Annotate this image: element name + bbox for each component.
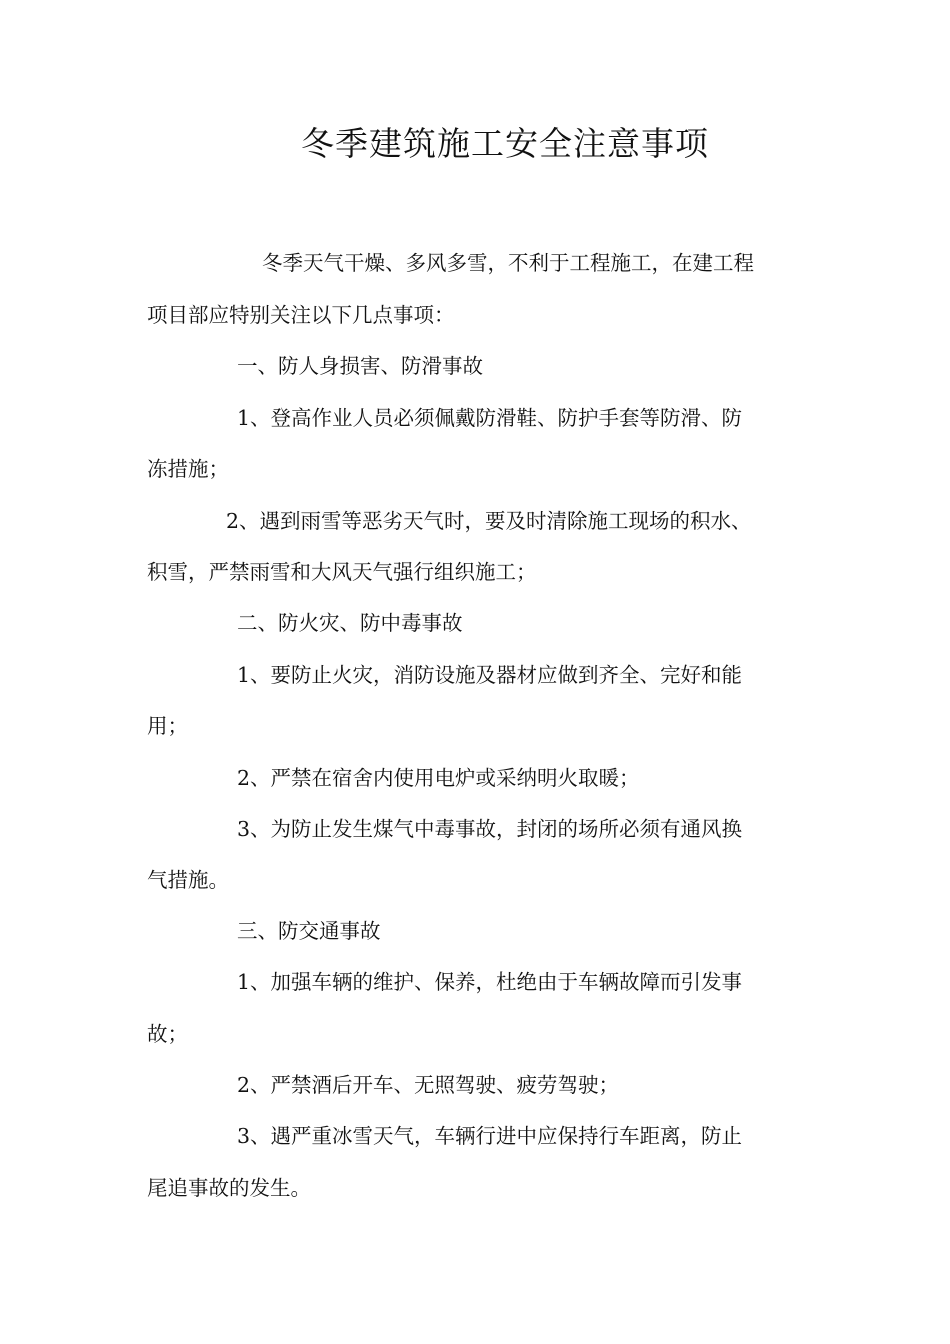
item-1-1-line-2: 冻措施；	[147, 457, 229, 481]
intro-line-1: 冬季天气干燥、多风多雪，不利于工程施工，在建工程	[262, 251, 754, 275]
item-1-2-line-2: 积雪，严禁雨雪和大风天气强行组织施工；	[147, 560, 537, 584]
item-1-2-line-1: 2、遇到雨雪等恶劣天气时，要及时清除施工现场的积水、	[226, 509, 752, 533]
item-2-2: 2、严禁在宿舍内使用电炉或采纳明火取暖；	[237, 766, 640, 790]
item-1-1-line-1: 1、登高作业人员必须佩戴防滑鞋、防护手套等防滑、防	[237, 406, 743, 430]
item-3-1-line-1: 1、加强车辆的维护、保养，杜绝由于车辆故障而引发事	[237, 970, 743, 994]
item-3-2: 2、严禁酒后开车、无照驾驶、疲劳驾驶；	[237, 1073, 620, 1097]
section-heading-1: 一、防人身损害、防滑事故	[237, 354, 483, 378]
item-2-3-line-2: 气措施。	[147, 868, 229, 892]
item-2-1-line-1: 1、要防止火灾，消防设施及器材应做到齐全、完好和能	[237, 663, 743, 687]
item-3-3-line-2: 尾追事故的发生。	[147, 1176, 311, 1200]
item-3-1-line-2: 故；	[147, 1022, 188, 1046]
section-heading-3: 三、防交通事故	[237, 919, 381, 943]
item-2-1-line-2: 用；	[147, 714, 188, 738]
intro-line-2: 项目部应特别关注以下几点事项：	[147, 303, 455, 327]
document-title: 冬季建筑施工安全注意事项	[301, 124, 709, 163]
section-heading-2: 二、防火灾、防中毒事故	[237, 611, 463, 635]
item-3-3-line-1: 3、遇严重冰雪天气，车辆行进中应保持行车距离，防止	[237, 1124, 743, 1148]
item-2-3-line-1: 3、为防止发生煤气中毒事故，封闭的场所必须有通风换	[237, 817, 743, 841]
